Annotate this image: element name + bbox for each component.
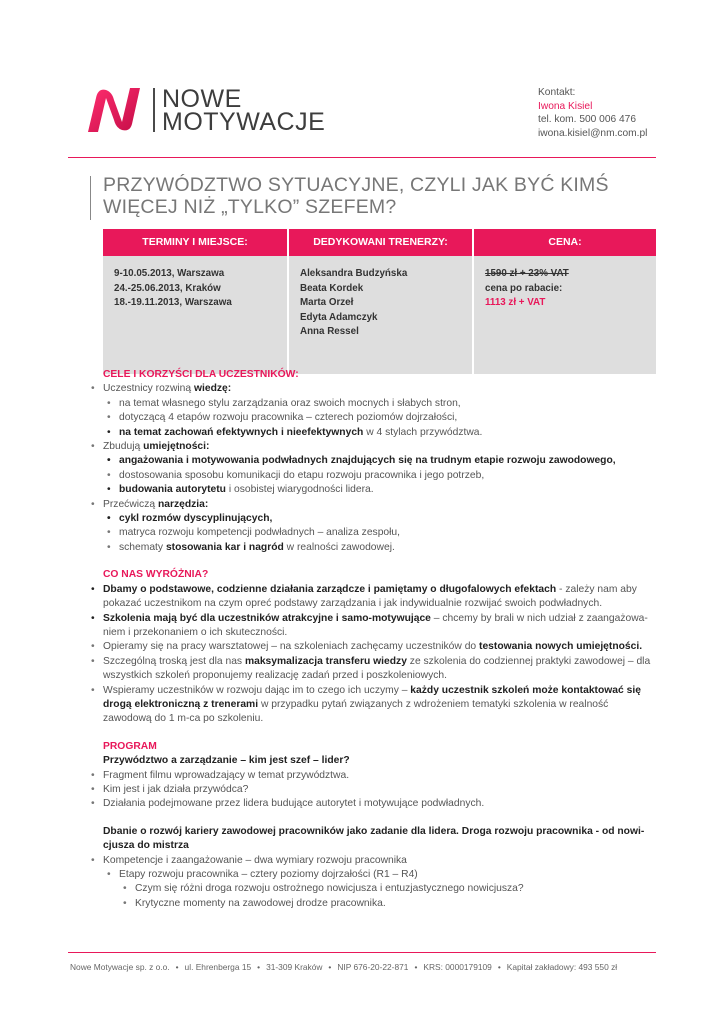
logo-word-1: NOWE (162, 85, 242, 113)
program-text: Kompetencje i zaangażowanie – dwa wymiary rozwoju pracownika (103, 854, 407, 866)
list-item: • dotyczącą 4 etapów rozwoju pracownika – czterech poziomów dojrzałości, (105, 411, 659, 425)
program-topic-2-title: Dbanie o rozwój kariery zawodowej pracowników jako zadanie dla lidera. Droga rozwoju pracownika - od nowi-cjusza do mistrza (103, 825, 645, 852)
distinct-text: - zależy nam aby pokazać uczestnikom na czym opreć podstawy zarządzania i jak indywidualnie rozwijać swoich podwładnych. (103, 583, 637, 610)
info-table (103, 229, 656, 374)
distinct-heading: CO NAS WYRÓŻNIA? (103, 569, 209, 581)
list-item (105, 483, 659, 497)
logo-n-icon (86, 84, 142, 134)
list-item: • Kim jest i jak działa przywódca? (91, 783, 659, 797)
goal-text: schematy (119, 541, 166, 553)
list-item: • Czym się różni droga rozwoju ostrożnego nowicjusza i entuzjastycznego nowicjusza? (121, 882, 659, 896)
title-accent-bar (90, 176, 91, 220)
footer-city: 31-309 Kraków (266, 962, 323, 972)
main-content (103, 368, 659, 911)
program-heading: PROGRAM (103, 740, 157, 752)
date-item: 24.-25.06.2013, Kraków (114, 282, 221, 294)
footer-divider (68, 952, 656, 953)
goal-text: Przećwiczą (103, 498, 158, 510)
list-item (105, 541, 659, 555)
company-logo (86, 84, 336, 134)
list-item: • angażowania i motywowania podwładnych znajdujących się na trudnym etapie rozwoju zawodowego, (105, 454, 659, 468)
date-item: 9-10.05.2013, Warszawa (114, 268, 225, 279)
goal-text: Uczestnicy rozwiną (103, 383, 194, 395)
header-divider (68, 157, 656, 158)
contact-block (538, 86, 647, 140)
list-item (91, 684, 659, 727)
goal-bold: narzędzia: (157, 498, 209, 510)
list-item (91, 498, 659, 556)
list-item (91, 612, 659, 641)
distinct-text: w przypadku pytań związanych z wdrożeniem tematyki szkolenia w realność zawodową do 1 m-ca po szkoleniu. (103, 698, 609, 725)
goal-text: Zbudują (103, 441, 144, 453)
footer-krs: KRS: 0000179109 (423, 962, 492, 972)
goal-text: w realności zawodowej. (283, 541, 395, 553)
program-topic-1-title: Przywództwo a zarządzanie – kim jest szef – lider? (103, 755, 350, 767)
page-title-line-2: WIĘCEJ NIŻ „TYLKO” SZEFEM? (103, 196, 397, 218)
list-item (105, 868, 659, 911)
list-item: • na temat własnego stylu zarządzania oraz swoich mocnych i słabych stron, (105, 397, 659, 411)
distinct-text: Opieramy się na pracy warsztatowej – na szkoleniach zachęcamy uczestników do (103, 641, 480, 653)
footer-company: Nowe Motywacje sp. z o.o. (70, 962, 170, 972)
goal-text: i osobistej wiarygodności lidera. (225, 484, 374, 496)
goal-bold: budowania autorytetu (119, 484, 226, 496)
footer-nip: NIP 676-20-22-871 (337, 962, 409, 972)
list-item (91, 655, 659, 684)
contact-name: Iwona Kisiel (538, 100, 593, 112)
logo-word-2: MOTYWACJE (162, 108, 326, 136)
trainer-item: Beata Kordek (300, 282, 364, 294)
goal-text: w 4 stylach przywództwa. (363, 426, 483, 438)
list-item: • Krytyczne momenty na zawodowej drodze pracownika. (121, 897, 659, 911)
distinct-text: Wspieramy uczestników w rozwoju dając im to czego ich uczymy – (103, 684, 411, 696)
goals-list (103, 382, 659, 555)
contact-phone: tel. kom. 500 006 476 (538, 114, 636, 126)
list-item (105, 426, 659, 440)
list-item: • Działania podejmowane przez lidera budujące autorytet i motywujące podwładnych. (91, 797, 659, 811)
info-table-header (103, 229, 656, 256)
date-item: 18.-19.11.2013, Warszawa (114, 297, 232, 309)
price-cell (472, 256, 656, 374)
contact-email[interactable]: iwona.kisiel@nm.com.pl (538, 127, 648, 139)
distinct-bold: Dbamy o podstawowe, codzienne działania zarządcze i pamiętamy o długofalowych efektach (103, 583, 557, 595)
trainer-item: Marta Orzeł (300, 297, 354, 309)
program-text: Etapy rozwoju pracownika – cztery poziomy dojrzałości (R1 – R4) (119, 869, 418, 880)
price-label: cena po rabacie: (485, 282, 563, 294)
header-dates: TERMINY I MIEJSCE: (142, 236, 248, 248)
footer-street: ul. Ehrenberga 15 (184, 962, 252, 972)
page-title (103, 174, 643, 218)
distinct-bold: każdy uczestnik szkoleń może kontaktować się drogą elektroniczną z trenerami (103, 684, 641, 710)
trainer-item: Anna Ressel (300, 326, 359, 338)
distinct-bold: maksymalizacja transferu wiedzy (244, 655, 407, 667)
distinct-text: ze szkolenia do codziennej praktyki zawodowej – dla wszystkich szkoleń proponujemy realizację zadań przed i poszkoleniowych. (103, 655, 651, 682)
footer-capital: Kapitał zakładowy: 493 550 zł (506, 962, 618, 972)
contact-label: Kontakt: (538, 87, 576, 98)
header-price: CENA: (472, 229, 656, 256)
goal-bold: wiedzę: (193, 383, 232, 395)
distinct-text: Szczególną troską jest dla nas (103, 655, 245, 667)
goal-bold: na temat zachowań efektywnych i nieefektywnych (119, 426, 364, 438)
price-new: 1113 zł + VAT (485, 297, 546, 309)
list-item (91, 640, 659, 654)
list-item: • dostosowania sposobu komunikacji do etapu rozwoju pracownika i jego potrzeb, (105, 469, 659, 483)
list-item: • cykl rozmów dyscyplinujących, (105, 512, 659, 526)
list-item: • Fragment filmu wprowadzający w temat przywództwa. (91, 769, 659, 783)
distinct-bold: Szkolenia mają być dla uczestników atrakcyjne i samo-motywujące (103, 612, 431, 624)
trainer-item: Edyta Adamczyk (300, 311, 378, 323)
list-item (91, 583, 659, 612)
list-item: • matryca rozwoju kompetencji podwładnych – analiza zespołu, (105, 526, 659, 540)
info-table-body (103, 256, 656, 374)
goals-heading: CELE I KORZYŚCI DLA UCZESTNIKÓW: (103, 369, 299, 380)
list-item (91, 440, 659, 498)
footer: Nowe Motywacje sp. z o.o. • ul. Ehrenberga 15 • 31-309 Kraków • NIP 676-20-22-871 • KRS: 0000179109 • Kapitał zakładowy: 493 550 zł (70, 962, 618, 972)
list-item (91, 382, 659, 440)
trainer-item: Aleksandra Budzyńska (300, 268, 408, 279)
page-title-line-1: PRZYWÓDZTWO SYTUACYJNE, CZYLI JAK BYĆ KIMŚ (103, 174, 609, 196)
header-trainers: DEDYKOWANI TRENERZY: (287, 229, 472, 256)
list-item (91, 854, 659, 912)
dates-cell (103, 256, 287, 374)
distinct-text: – chcemy by brali w nich udział z zaangażowa-niem i przekonaniem o ich skuteczności. (103, 612, 648, 638)
program-topic-2-list (103, 854, 659, 912)
distinct-list (103, 583, 659, 727)
program-topic-1-list (103, 769, 659, 812)
trainers-cell (287, 256, 472, 374)
goal-bold: umiejętności: (143, 441, 210, 453)
distinct-bold: testowania nowych umiejętności. (479, 641, 643, 653)
goal-bold: stosowania kar i nagród (165, 541, 284, 553)
price-old: 1590 zł + 23% VAT (485, 268, 569, 279)
